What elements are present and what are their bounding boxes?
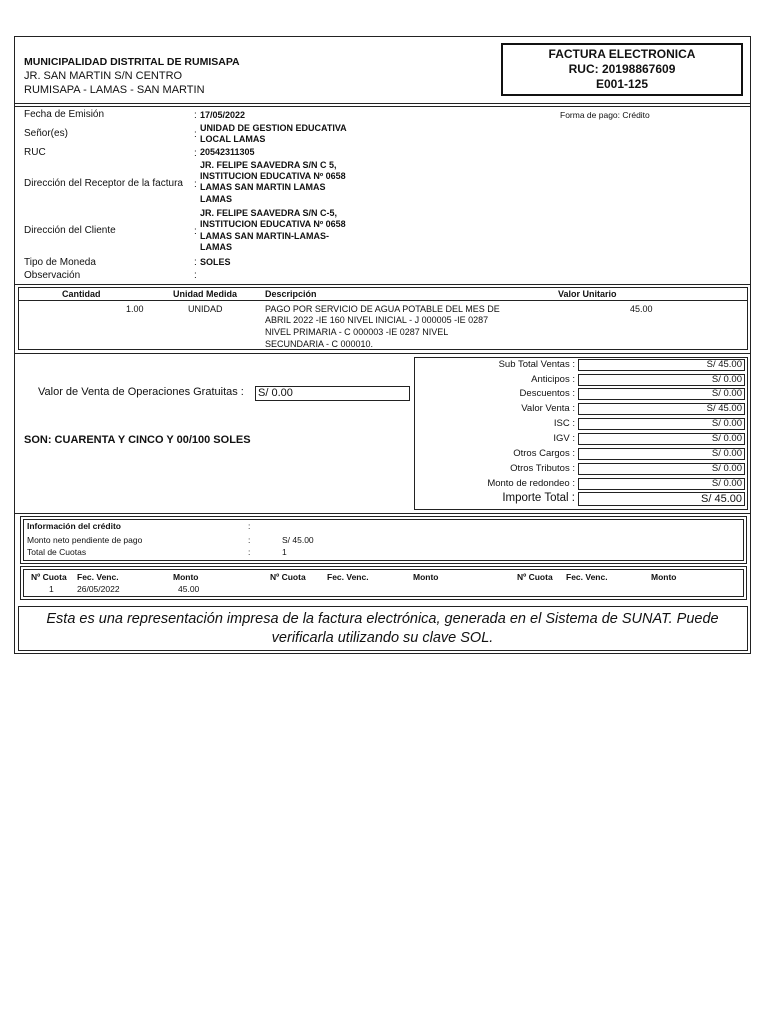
section-divider [15, 513, 750, 514]
colon: : [248, 547, 251, 557]
moneda-label: Tipo de Moneda [24, 257, 96, 268]
cuota-header-monto: Monto [173, 572, 199, 582]
subtotal-value: S/ 45.00 [578, 359, 745, 371]
redondeo-label: Monto de redondeo : [487, 478, 575, 489]
header-divider-2 [15, 106, 750, 107]
dir-cliente-3: LAMAS SAN MARTIN-LAMAS- [200, 231, 329, 241]
cuota-header-monto: Monto [651, 572, 677, 582]
cuota-header-fecha: Fec. Venc. [327, 572, 369, 582]
senor-value-1: UNIDAD DE GESTION EDUCATIVA [200, 123, 347, 133]
issuer-address-1: JR. SAN MARTIN S/N CENTRO [24, 70, 183, 82]
otros-tributos-value: S/ 0.00 [578, 463, 745, 475]
fecha-value: 17/05/2022 [200, 110, 246, 120]
cuota-header-n: Nº Cuota [517, 572, 553, 582]
dir-receptor-label: Dirección del Receptor de la factura [24, 178, 183, 189]
cuota-header-n: Nº Cuota [31, 572, 67, 582]
colon: : [194, 129, 197, 140]
item-desc-3: NIVEL PRIMARIA - C 000003 -IE 0287 NIVEL [265, 327, 449, 337]
isc-value: S/ 0.00 [578, 418, 745, 430]
footer-line-1: Esta es una representación impresa de la factura electrónica, generada en el Sistema de SUNAT. Puede [46, 611, 719, 627]
colon: : [194, 257, 197, 268]
item-valor: 45.00 [630, 304, 653, 314]
valor-venta-value: S/ 45.00 [578, 403, 745, 415]
igv-value: S/ 0.00 [578, 433, 745, 445]
dir-receptor-3: LAMAS SAN MARTIN LAMAS [200, 182, 326, 192]
fecha-label: Fecha de Emisión [24, 109, 105, 120]
forma-pago: Forma de pago: Crédito [560, 110, 650, 120]
colon: : [194, 179, 197, 190]
cuota-header-n: Nº Cuota [270, 572, 306, 582]
senor-value-2: LOCAL LAMAS [200, 134, 266, 144]
issuer-address-2: RUMISAPA - LAMAS - SAN MARTIN [24, 84, 205, 96]
credito-monto-value: S/ 45.00 [282, 535, 314, 545]
cuotas-box-inner [23, 569, 744, 597]
credito-title: Información del crédito [27, 521, 121, 531]
dir-cliente-2: INSTITUCION EDUCATIVA Nº 0658 [200, 219, 346, 229]
otros-cargos-label: Otros Cargos : [513, 448, 575, 459]
items-header-unidad: Unidad Medida [173, 289, 238, 299]
moneda-value: SOLES [200, 257, 231, 267]
item-desc-4: SECUNDARIA - C 000010. [265, 339, 374, 349]
colon: : [194, 110, 197, 121]
footer-line-2: verificarla utilizando su clave SOL. [271, 630, 494, 646]
isc-label: ISC : [553, 418, 575, 429]
dir-receptor-4: LAMAS [200, 194, 232, 204]
igv-label: IGV : [553, 433, 575, 444]
cuota-monto: 45.00 [178, 584, 200, 594]
cuota-header-fecha: Fec. Venc. [77, 572, 119, 582]
items-header-descripcion: Descripción [265, 289, 317, 299]
descuentos-value: S/ 0.00 [578, 388, 745, 400]
dir-cliente-1: JR. FELIPE SAAVEDRA S/N C-5, [200, 208, 338, 218]
dir-cliente-4: LAMAS [200, 242, 232, 252]
item-cantidad: 1.00 [126, 304, 144, 314]
section-divider [15, 353, 750, 354]
senor-label: Señor(es) [24, 128, 68, 139]
footer-legend [18, 610, 747, 648]
ruc-label: RUC [24, 147, 46, 158]
items-header-divider [18, 300, 748, 301]
item-unidad: UNIDAD [188, 304, 223, 314]
importe-total-label: Importe Total : [502, 492, 575, 504]
dir-receptor-1: JR. FELIPE SAAVEDRA S/N C 5, [200, 160, 337, 170]
ruc-value: 20542311305 [200, 147, 255, 157]
anticipos-label: Anticipos : [531, 374, 575, 385]
credito-cuotas-value: 1 [282, 547, 287, 557]
cuota-header-monto: Monto [413, 572, 439, 582]
credito-monto-label: Monto neto pendiente de pago [27, 535, 143, 545]
colon: : [248, 535, 251, 545]
anticipos-value: S/ 0.00 [578, 374, 745, 386]
colon: : [248, 521, 251, 531]
son-text: SON: CUARENTA Y CINCO Y 00/100 SOLES [24, 434, 251, 446]
gratuitas-label: Valor de Venta de Operaciones Gratuitas : [38, 386, 244, 398]
cuota-header-fecha: Fec. Venc. [566, 572, 608, 582]
colon: : [194, 226, 197, 237]
dir-receptor-2: INSTITUCION EDUCATIVA Nº 0658 [200, 171, 346, 181]
dir-cliente-label: Dirección del Cliente [24, 225, 116, 236]
otros-cargos-value: S/ 0.00 [578, 448, 745, 460]
valor-venta-label: Valor Venta : [521, 403, 575, 414]
document-ruc: RUC: 20198867609 [568, 62, 676, 76]
document-box [501, 43, 743, 96]
items-header-valor: Valor Unitario [558, 289, 617, 299]
header-divider [15, 103, 750, 104]
observacion-label: Observación [24, 270, 81, 281]
document-number: E001-125 [595, 77, 649, 91]
cuota-fecha: 26/05/2022 [77, 584, 120, 594]
items-header-cantidad: Cantidad [62, 289, 101, 299]
colon: : [194, 148, 197, 159]
cuota-n: 1 [49, 584, 54, 594]
section-divider [15, 284, 750, 285]
redondeo-value: S/ 0.00 [578, 478, 745, 490]
importe-total-value: S/ 45.00 [578, 492, 745, 506]
descuentos-label: Descuentos : [519, 388, 575, 399]
credito-cuotas-label: Total de Cuotas [27, 547, 87, 557]
item-desc-1: PAGO POR SERVICIO DE AGUA POTABLE DEL MES DE [265, 304, 500, 314]
gratuitas-value: S/ 0.00 [255, 386, 410, 401]
otros-tributos-label: Otros Tributos : [510, 463, 575, 474]
colon: : [194, 270, 197, 281]
issuer-name: MUNICIPALIDAD DISTRITAL DE RUMISAPA [24, 56, 240, 68]
item-desc-2: ABRIL 2022 -IE 160 NIVEL INICIAL - J 000005 -IE 0287 [265, 315, 489, 325]
document-type: FACTURA ELECTRONICA [548, 47, 696, 61]
subtotal-label: Sub Total Ventas : [498, 359, 575, 370]
